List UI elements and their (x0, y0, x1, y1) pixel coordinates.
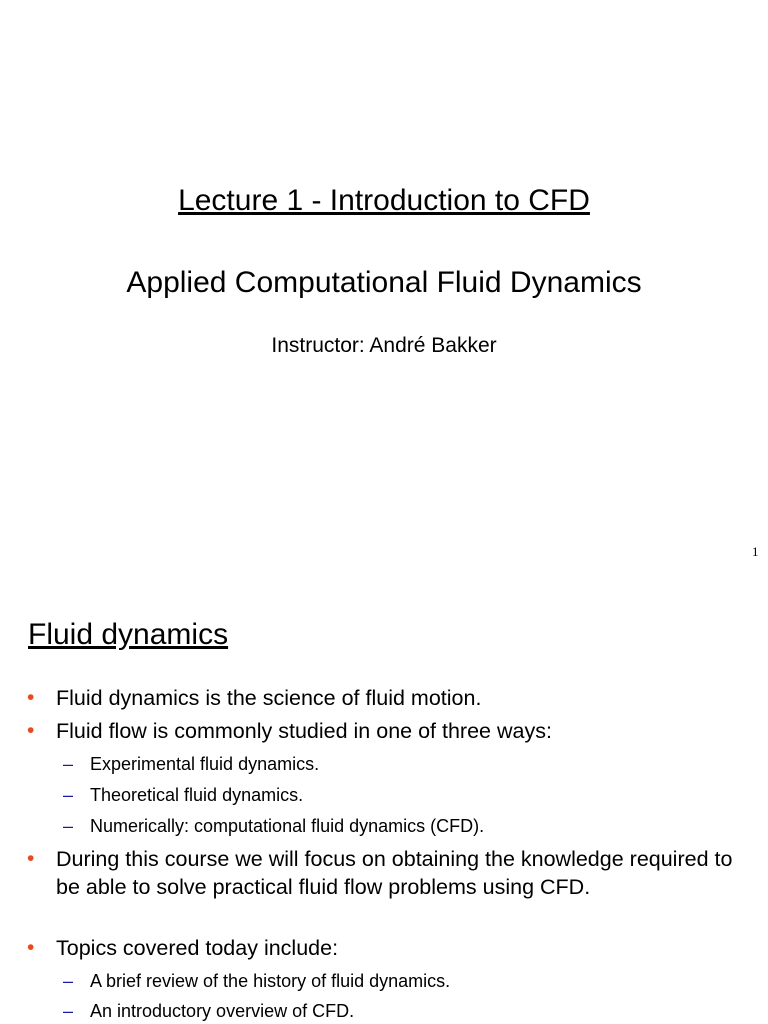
dash-icon: – (63, 816, 74, 836)
sub-bullet-text: Numerically: computational fluid dynamics (CFD). (90, 816, 485, 836)
bullet-icon: • (27, 847, 35, 870)
dash-icon: – (63, 1001, 74, 1021)
sub-bullet-item (63, 815, 730, 838)
sub-bullet-text: An introductory overview of CFD. (90, 1001, 355, 1021)
slide2-title: Fluid dynamics (28, 618, 229, 651)
sub-bullet-item (63, 1000, 730, 1023)
bullet-text: Fluid flow is commonly studied in one of three ways: (56, 719, 552, 743)
bullet-text: During this course we will focus on obtaining the knowledge required to be able to solve practical fluid flow problems using CFD. (56, 847, 733, 899)
slide1-instructor: Instructor: André Bakker (271, 334, 497, 357)
dash-icon: – (63, 971, 74, 991)
sub-bullet-text: Experimental fluid dynamics. (90, 754, 320, 774)
sub-bullet-text: A brief review of the history of fluid dynamics. (90, 971, 451, 991)
bullet-text: Topics covered today include: (56, 936, 339, 960)
dash-icon: – (63, 754, 74, 774)
sub-bullet-text: Theoretical fluid dynamics. (90, 785, 304, 805)
bullet-icon: • (27, 936, 35, 959)
bullet-item (27, 934, 736, 962)
bullet-item (27, 717, 736, 745)
bullet-item (27, 684, 736, 712)
bullet-icon: • (27, 719, 35, 742)
dash-icon: – (63, 785, 74, 805)
sub-bullet-item (63, 753, 730, 776)
bullet-text: Fluid dynamics is the science of fluid motion. (56, 686, 482, 710)
page-number: 1 (752, 544, 759, 559)
slide1-subtitle: Applied Computational Fluid Dynamics (126, 266, 642, 299)
bullet-icon: • (27, 686, 35, 709)
slide1-title: Lecture 1 - Introduction to CFD (178, 184, 590, 217)
sub-bullet-item (63, 970, 730, 993)
bullet-item (27, 845, 736, 901)
sub-bullet-item (63, 784, 730, 807)
